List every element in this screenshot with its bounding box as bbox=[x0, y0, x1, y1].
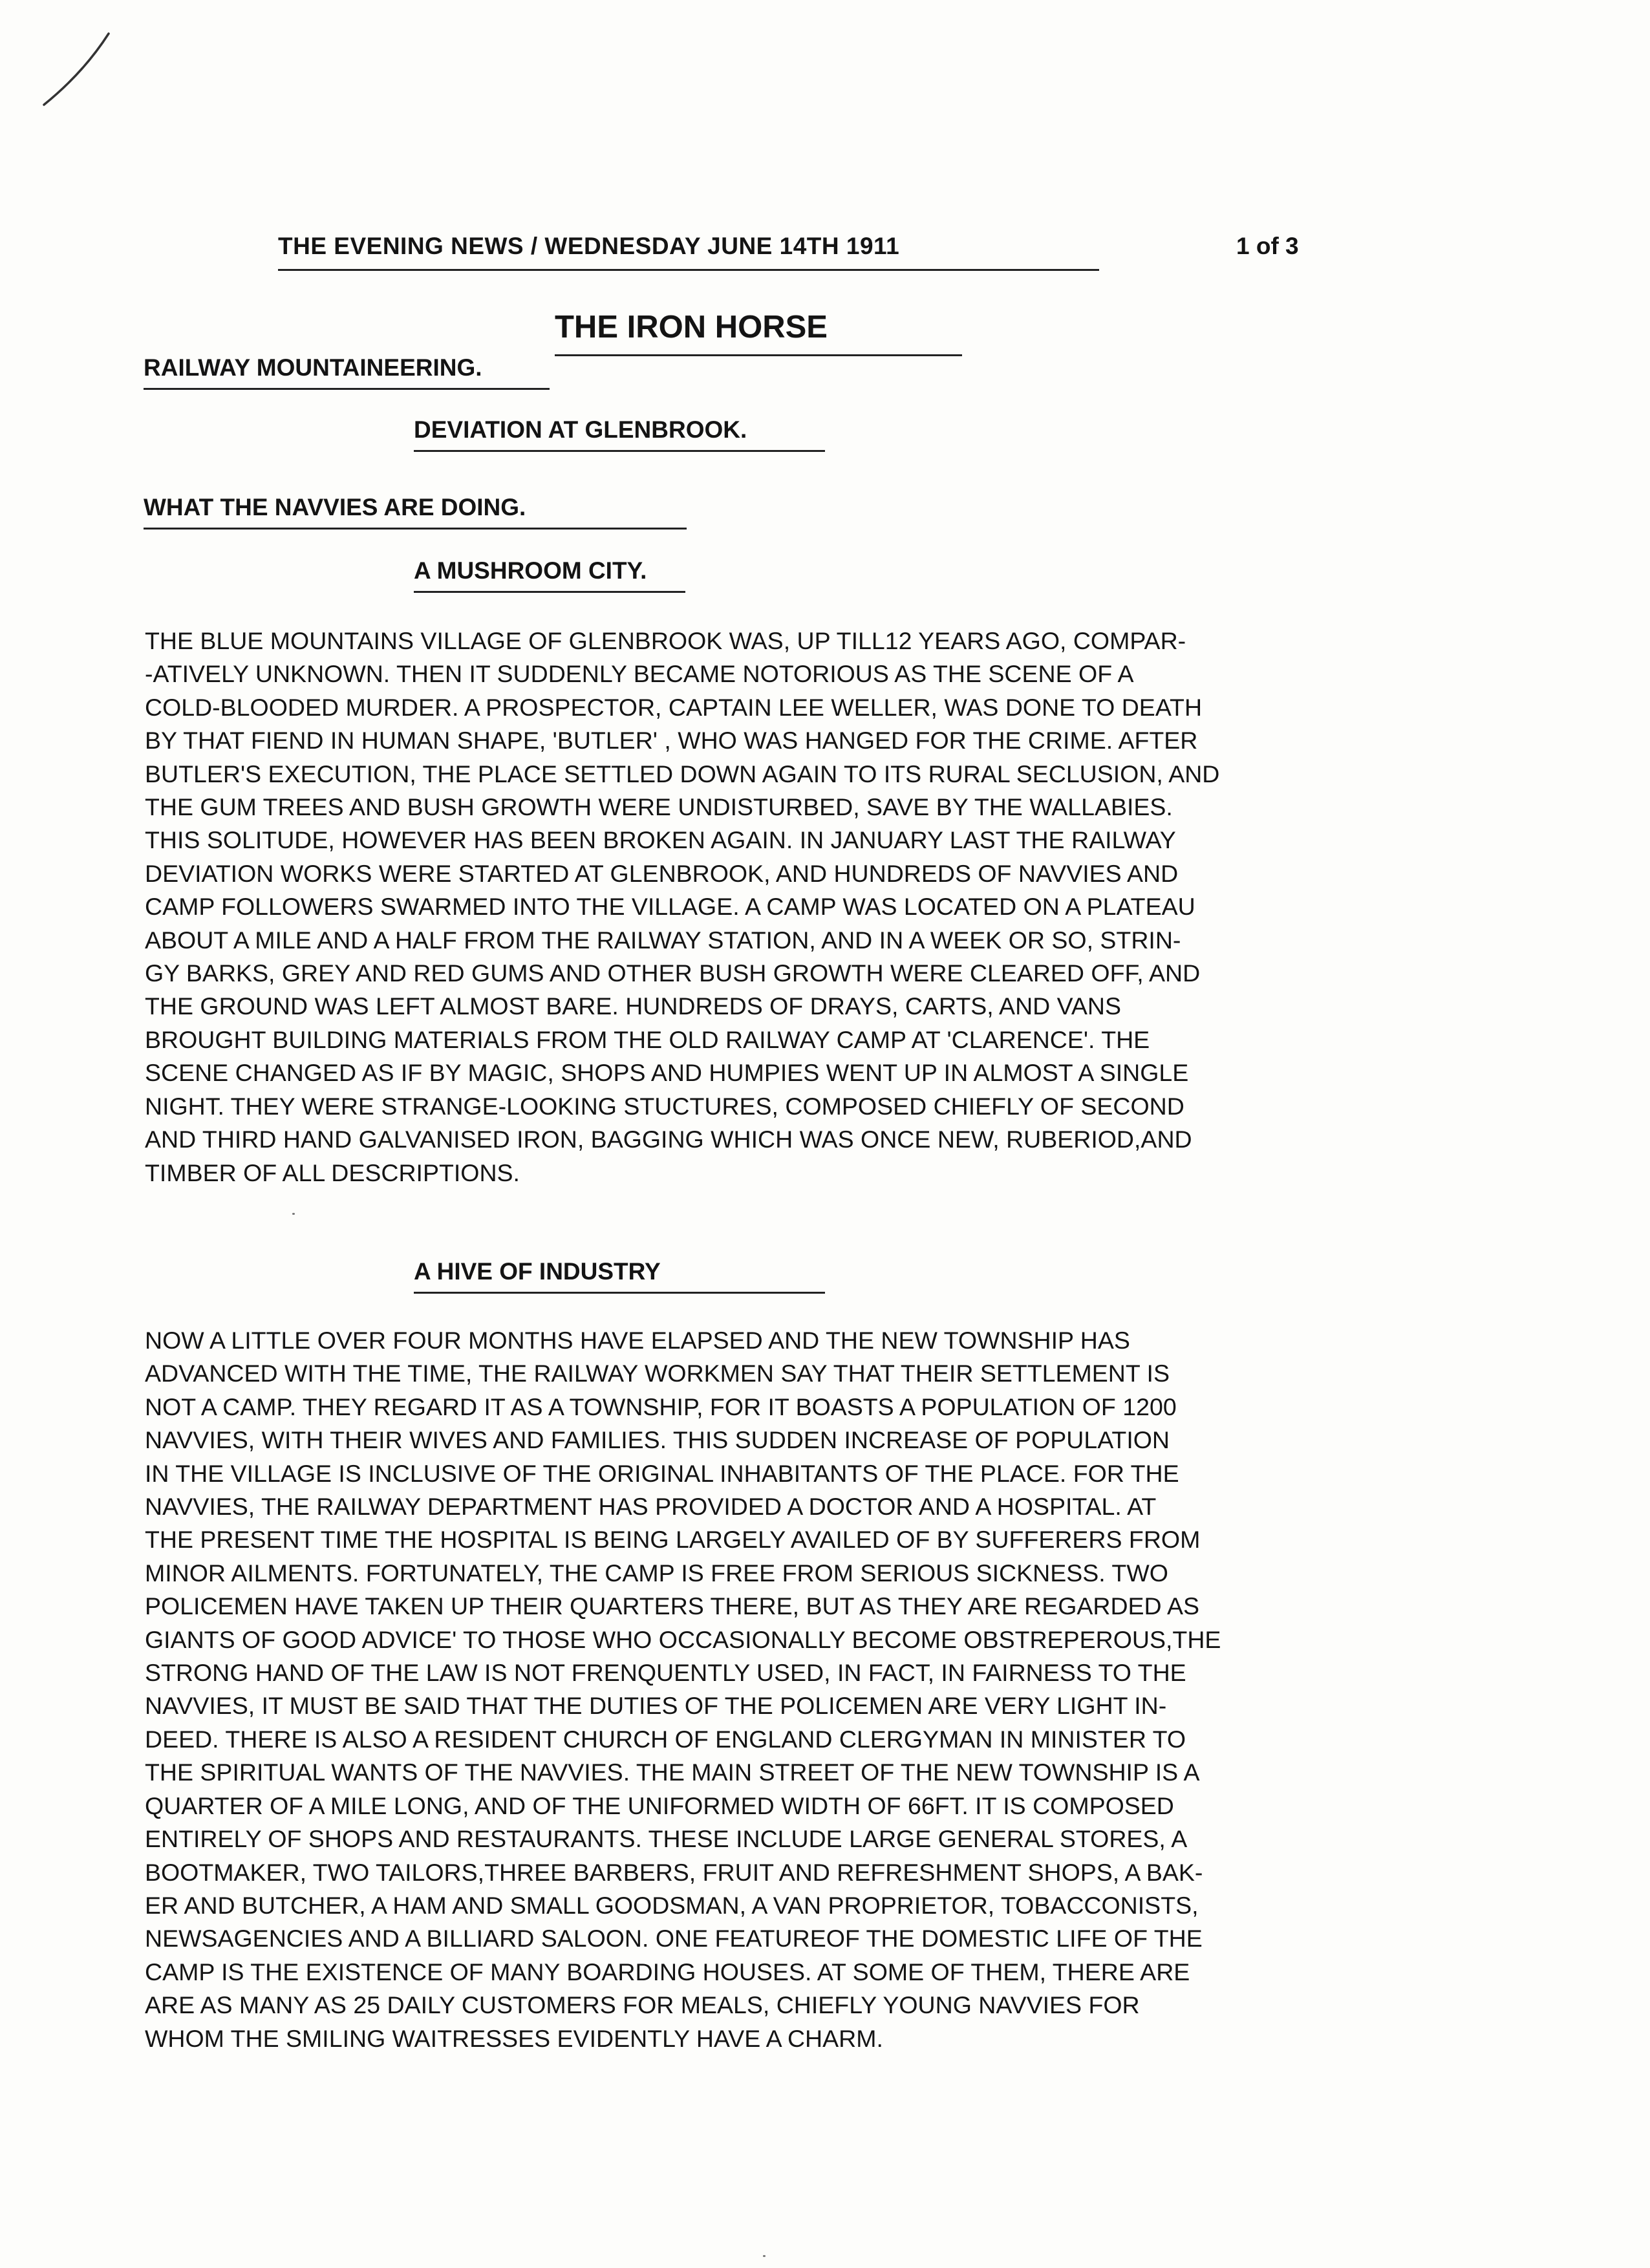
paragraph-2-line: DEED. THERE IS ALSO A RESIDENT CHURCH OF ENGLAND CLERGYMAN IN MINISTER TO bbox=[145, 1725, 1186, 1753]
paragraph-2-line: STRONG HAND OF THE LAW IS NOT FRENQUENTLY USED, IN FACT, IN FAIRNESS TO THE bbox=[145, 1659, 1186, 1687]
subheading-a-mushroom-city: A MUSHROOM CITY. bbox=[414, 557, 685, 593]
paragraph-2-line: ADVANCED WITH THE TIME, THE RAILWAY WORKMEN SAY THAT THEIR SETTLEMENT IS bbox=[145, 1360, 1170, 1387]
paragraph-1-line: SCENE CHANGED AS IF BY MAGIC, SHOPS AND HUMPIES WENT UP IN ALMOST A SINGLE bbox=[145, 1059, 1189, 1087]
paragraph-2-line: NOW A LITTLE OVER FOUR MONTHS HAVE ELAPSED AND THE NEW TOWNSHIP HAS bbox=[145, 1327, 1130, 1354]
paragraph-1-line: AND THIRD HAND GALVANISED IRON, BAGGING WHICH WAS ONCE NEW, RUBERIOD,AND bbox=[145, 1126, 1192, 1153]
paragraph-1-line: THIS SOLITUDE, HOWEVER HAS BEEN BROKEN AGAIN. IN JANUARY LAST THE RAILWAY bbox=[145, 826, 1176, 854]
paragraph-1-line: ABOUT A MILE AND A HALF FROM THE RAILWAY STATION, AND IN A WEEK OR SO, STRIN- bbox=[145, 926, 1181, 954]
article-paragraph-1 bbox=[145, 625, 1509, 1190]
paragraph-1-line: TIMBER OF ALL DESCRIPTIONS. bbox=[145, 1159, 520, 1186]
paragraph-2-line: CAMP IS THE EXISTENCE OF MANY BOARDING HOUSES. AT SOME OF THEM, THERE ARE bbox=[145, 1958, 1190, 1985]
paragraph-2-line: NAVVIES, THE RAILWAY DEPARTMENT HAS PROVIDED A DOCTOR AND A HOSPITAL. AT bbox=[145, 1493, 1157, 1521]
article-title: THE IRON HORSE bbox=[555, 309, 962, 356]
paragraph-2-line: THE SPIRITUAL WANTS OF THE NAVVIES. THE MAIN STREET OF THE NEW TOWNSHIP IS A bbox=[145, 1759, 1200, 1786]
subheading-a-hive-of-industry: A HIVE OF INDUSTRY bbox=[414, 1258, 825, 1294]
paragraph-1-line: THE GROUND WAS LEFT ALMOST BARE. HUNDREDS OF DRAYS, CARTS, AND VANS bbox=[145, 992, 1121, 1020]
paragraph-1-line: DEVIATION WORKS WERE STARTED AT GLENBROOK, AND HUNDREDS OF NAVVIES AND bbox=[145, 859, 1179, 887]
scan-speck bbox=[763, 2255, 766, 2257]
paragraph-2-line: THE PRESENT TIME THE HOSPITAL IS BEING LARGELY AVAILED OF BY SUFFERERS FROM bbox=[145, 1526, 1201, 1554]
paragraph-1-line: GY BARKS, GREY AND RED GUMS AND OTHER BUSH GROWTH WERE CLEARED OFF, AND bbox=[145, 959, 1201, 987]
paragraph-2-line: ER AND BUTCHER, A HAM AND SMALL GOODSMAN, A VAN PROPRIETOR, TOBACCONISTS, bbox=[145, 1891, 1199, 1919]
paragraph-2-line: MINOR AILMENTS. FORTUNATELY, THE CAMP IS FREE FROM SERIOUS SICKNESS. TWO bbox=[145, 1559, 1168, 1587]
publication-header: THE EVENING NEWS / WEDNESDAY JUNE 14TH 1911 bbox=[278, 233, 1099, 271]
paragraph-2-line: QUARTER OF A MILE LONG, AND OF THE UNIFORMED WIDTH OF 66FT. IT IS COMPOSED bbox=[145, 1792, 1174, 1819]
subheading-what-the-navvies-are-doing: WHAT THE NAVVIES ARE DOING. bbox=[144, 494, 687, 530]
paragraph-2-line: BOOTMAKER, TWO TAILORS,THREE BARBERS, FRUIT AND REFRESHMENT SHOPS, A BAK- bbox=[145, 1858, 1203, 1886]
paragraph-1-line: NIGHT. THEY WERE STRANGE-LOOKING STUCTURES, COMPOSED CHIEFLY OF SECOND bbox=[145, 1092, 1184, 1120]
paragraph-2-line: NAVVIES, WITH THEIR WIVES AND FAMILIES. THIS SUDDEN INCREASE OF POPULATION bbox=[145, 1426, 1170, 1454]
paragraph-1-line: THE BLUE MOUNTAINS VILLAGE OF GLENBROOK WAS, UP TILL12 YEARS AGO, COMPAR- bbox=[145, 627, 1186, 654]
paragraph-1-line: BROUGHT BUILDING MATERIALS FROM THE OLD RAILWAY CAMP AT 'CLARENCE'. THE bbox=[145, 1025, 1150, 1053]
paragraph-2-line: NAVVIES, IT MUST BE SAID THAT THE DUTIES OF THE POLICEMEN ARE VERY LIGHT IN- bbox=[145, 1692, 1167, 1720]
paragraph-1-line: BUTLER'S EXECUTION, THE PLACE SETTLED DOWN AGAIN TO ITS RURAL SECLUSION, AND bbox=[145, 760, 1220, 787]
article-paragraph-2 bbox=[145, 1324, 1509, 2055]
paragraph-2-line: IN THE VILLAGE IS INCLUSIVE OF THE ORIGINAL INHABITANTS OF THE PLACE. FOR THE bbox=[145, 1459, 1179, 1487]
paragraph-2-line: NEWSAGENCIES AND A BILLIARD SALOON. ONE FEATUREOF THE DOMESTIC LIFE OF THE bbox=[145, 1925, 1203, 1952]
scan-speck bbox=[292, 1213, 295, 1215]
paragraph-2-line: ARE AS MANY AS 25 DAILY CUSTOMERS FOR MEALS, CHIEFLY YOUNG NAVVIES FOR bbox=[145, 1991, 1140, 2019]
pen-stroke-mark bbox=[39, 26, 116, 110]
paragraph-2-line: NOT A CAMP. THEY REGARD IT AS A TOWNSHIP, FOR IT BOASTS A POPULATION OF 1200 bbox=[145, 1393, 1177, 1420]
paragraph-2-line: GIANTS OF GOOD ADVICE' TO THOSE WHO OCCASIONALLY BECOME OBSTREPEROUS,THE bbox=[145, 1625, 1221, 1653]
paragraph-2-line: WHOM THE SMILING WAITRESSES EVIDENTLY HAVE A CHARM. bbox=[145, 2024, 883, 2052]
paragraph-1-line: CAMP FOLLOWERS SWARMED INTO THE VILLAGE. A CAMP WAS LOCATED ON A PLATEAU bbox=[145, 893, 1195, 921]
page-number: 1 of 3 bbox=[1236, 233, 1299, 259]
paragraph-1-line: BY THAT FIEND IN HUMAN SHAPE, 'BUTLER' , WHO WAS HANGED FOR THE CRIME. AFTER bbox=[145, 727, 1198, 754]
subheading-railway-mountaineering: RAILWAY MOUNTAINEERING. bbox=[144, 354, 550, 390]
paragraph-1-line: -ATIVELY UNKNOWN. THEN IT SUDDENLY BECAME NOTORIOUS AS THE SCENE OF A bbox=[145, 660, 1134, 688]
subheading-deviation-at-glenbrook: DEVIATION AT GLENBROOK. bbox=[414, 416, 825, 452]
paragraph-1-line: THE GUM TREES AND BUSH GROWTH WERE UNDISTURBED, SAVE BY THE WALLABIES. bbox=[145, 793, 1173, 821]
paragraph-2-line: POLICEMEN HAVE TAKEN UP THEIR QUARTERS THERE, BUT AS THEY ARE REGARDED AS bbox=[145, 1592, 1200, 1620]
paragraph-2-line: ENTIRELY OF SHOPS AND RESTAURANTS. THESE INCLUDE LARGE GENERAL STORES, A bbox=[145, 1825, 1188, 1853]
paragraph-1-line: COLD-BLOODED MURDER. A PROSPECTOR, CAPTAIN LEE WELLER, WAS DONE TO DEATH bbox=[145, 693, 1203, 721]
